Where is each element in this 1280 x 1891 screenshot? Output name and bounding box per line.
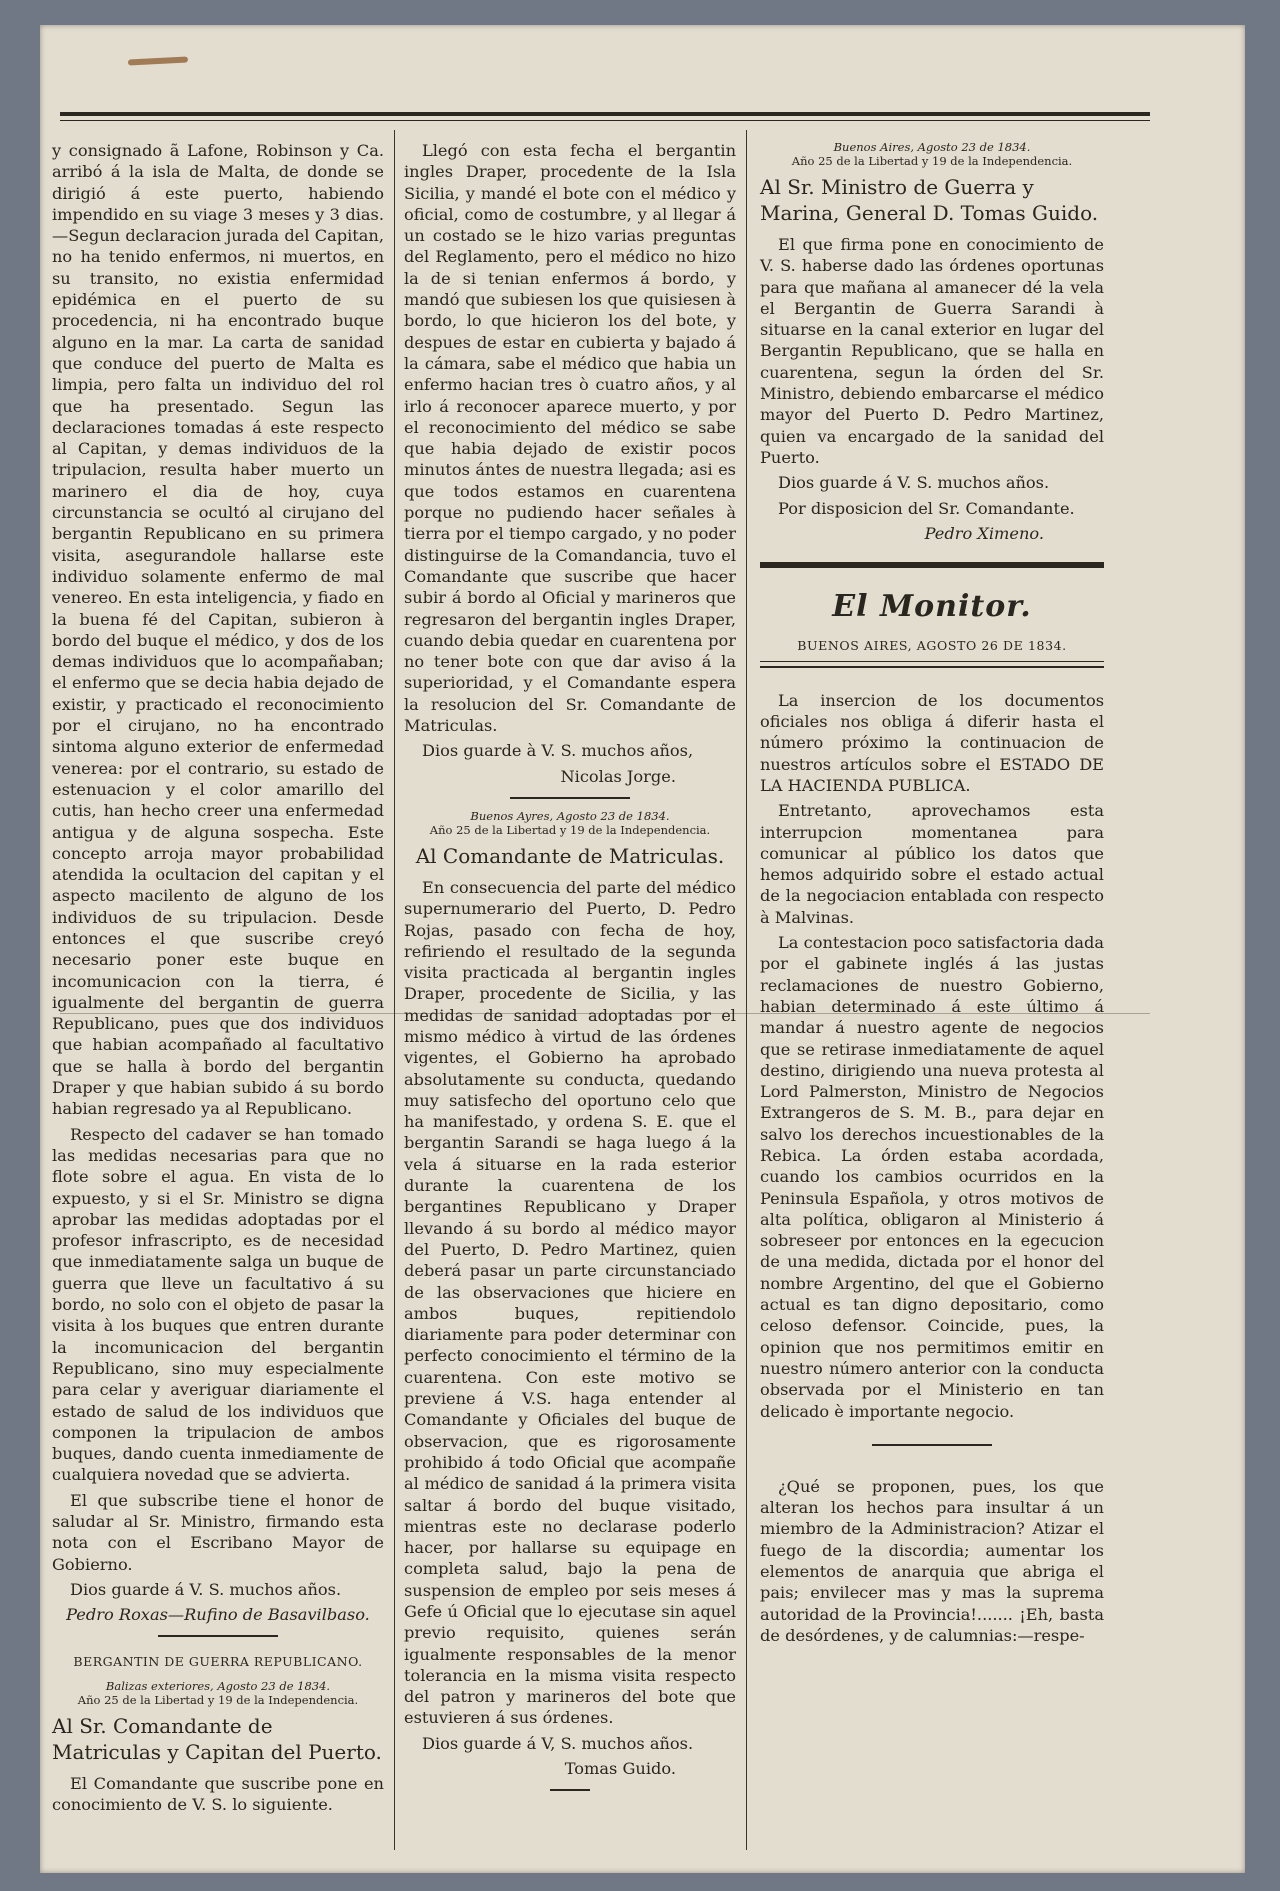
col1-para-1: y consignado ã Lafone, Robinson y Ca. arribó á la isla de Malta, de donde se dirigió á este puerto, habiendo impendido en su viage 3 meses y 3 dias.—Segun declaracion jurada del Capitan, no ha tenido enfermos, ni muertos, en su transito, no existia enfermidad epidémica en el puerto de su procedencia, ni ha encontrado buque alguno en la mar. La carta de sanidad que conduce del puerto de Malta es limpia, pero falta un individuo del rol que ha presentado. Segun las declaraciones tomadas á este respecto al Capitan, y demas individuos de la tripulacion, resulta haber muerto un marinero el dia de hoy, cuya circunstancia se ocultó al cirujano del bergantin Republicano en su primera visita, asegurandole hallarse este individuo solamente enfermo de mal venereo. En esta inteligencia, y fiado en la buena fé del Capitan, subieron à bordo del buque el médico, y dos de los demas individuos que lo acompañaban; el enfermo que se decia habia dejado de existir, y practicado el reconocimiento por el cirujano, no ha encontrado sintoma alguno exterior de enfermedad venerea: por el contrario, su estado de estenuacion y el color amarillo del cutis, han hecho creer una enfermedad antigua y de alguna sospecha. Este concepto arroja mayor probabilidad atendida la ocultacion del capitan y el aspecto macilento de alguno de los individuos de su tripulacion. Desde entonces el que suscribe creyó necesario poner este buque en incomunicacion con la tierra, é igualmente del bergantin de guerra Republicano, pues que dos individuos que habian acompañado al facultativo que se halla à bordo del bergantin Draper y que habian subido á su bordo habian regresado ya al Republicano. (52, 141, 384, 1119)
column-divider-1 (394, 130, 395, 1850)
column-1 (52, 140, 384, 1819)
col3-para-1: El que firma pone en conocimiento de V. S. haberse dado las órdenes oportunas para que mañana al amanecer dé la vela el Bergantin de Guerra Sarandi à situarse en la canal exterior en lugar del Bergantin Republicano, que se halla en cuarentena, segun la órden del Sr. Ministro, debiendo embarcarse el médico mayor del Puerto D. Pedro Martinez, quien va encargado de la sanidad del Puerto. (760, 235, 1104, 467)
col2-para-2: En consecuencia del parte del médico supernumerario del Puerto, D. Pedro Rojas, pasado con fecha de hoy, refiriendo el resultado de la segunda visita practicada al bergantin ingles Draper, procedente de Sicilia, y las medidas de sanidad adoptadas por el mismo médico à virtud de las órdenes vigentes, el Gobierno ha aprobado absolutamente su conducta, quedando muy satisfecho del oportuno celo que ha manifestado, y ordena S. E. que el bergantin Sarandi se haga luego á la vela á situarse en la rada esterior durante la cuarentena de los bergantines Republicano y Draper llevando á su bordo al médico mayor del Puerto, D. Pedro Martinez, quien deberá pasar un parte circunstanciado de las observaciones que hiciere en ambos buques, repitiendolo diariamente para poder determinar con perfecto conocimiento el término de la cuarentena. Con este motivo se previene á V.S. haga entender al Comandante y Oficiales del buque de observacion, que es rigorosamente prohibido á todo Oficial que acompañe al médico de sanidad á la primera visita saltar á bordo del buque visitado, mientras este no declarase poderlo hacer, por hallarse su equipage en completa salud, bajo la pena de suspension de empleo por seis meses á Gefe ú Oficial que lo ejecutase sin aquel previo requisito, quienes serán igualmente responsables de la menor tolerancia en la misma visita respecto del patron y marineros del bote que estuvieren á sus órdenes. (404, 877, 736, 1728)
col2-heading: Al Comandante de Matriculas. (415, 843, 725, 868)
col1-last-para: El Comandante que suscribe pone en conocimiento de V. S. lo siguiente. (52, 1773, 384, 1815)
col2-dateline-1: Buenos Ayres, Agosto 23 de 1834. (470, 808, 670, 823)
masthead-dateline: BUENOS AIRES, AGOSTO 26 DE 1834. (797, 638, 1067, 654)
col1-dateline-2: Año 25 de la Libertad y 19 de la Independencia. (77, 1692, 359, 1707)
col3-separator (872, 1444, 992, 1446)
col3-dateline-1: Buenos Aires, Agosto 23 de 1834. (833, 140, 1031, 154)
col3-para-4: La contestacion poco satisfactoria dada por el gabinete inglés á las justas reclamaciones de nuestro Gobierno, habian determinado á este último á mandar á nuestro agente de negocios que se retirase inmediatamente de aquel destino, dirigiendo una nueva protesta al Lord Palmerston, Ministro de Negocios Extrangeros de S. M. B., para dejar en salvo los derechos incuestionables de la Rebica. La órden estaba acordada, cuando los cambios ocurridos en la Peninsula Española, y otros motivos de alta política, obligaron al Ministerio á sobreseer por entonces en la egecucion de una medida, dictada por el honor del nombre Argentino, del que el Gobierno actual es tan digno depositario, como celoso defensor. Coincide, pues, la opinion que nos permitimos emitir en nuestro número anterior con la conducta observada por el Ministerio en tan delicado è importante negocio. (760, 933, 1104, 1421)
col1-heading: Al Sr. Comandante de Matriculas y Capitan del Puerto. (52, 1713, 382, 1764)
col1-dateline-1: Balizas exteriores, Agosto 23 de 1834. (105, 1678, 331, 1693)
col3-para-3: Entretanto, aprovechamos esta interrupcion momentanea para comunicar al público los datos que hemos adquirido sobre el estado actual de la negociacion entablada con respecto à Malvinas. (760, 801, 1104, 927)
column-3 (760, 140, 1104, 1650)
col1-separator (158, 1635, 278, 1637)
col3-signature: Pedro Ximeno. (924, 523, 1044, 543)
masthead-title: El Monitor. (832, 589, 1032, 625)
col3-para-2: La insercion de los documentos oficiales nos obliga á diferir hasta el número próximo la continuacion de nuestros artículos sobre el ESTADO DE LA HACIENDA PUBLICA. (760, 690, 1104, 795)
masthead-rule (760, 661, 1104, 662)
col1-para-3: El que subscribe tiene el honor de saludar al Sr. Ministro, firmando esta nota con el Escribano Mayor de Gobierno. (52, 1490, 384, 1574)
col1-para-2: Respecto del cadaver se han tomado las medidas necesarias para que no flote sobre el agua. En vista de lo expuesto, y si el Sr. Ministro se digna aprobar las medidas adoptadas por el profesor infrascripto, es de necesidad que inmediatamente salga un buque de guerra que lleve un facultativo á su bordo, no solo con el objeto de pasar la visita à los buques que entren durante la incomunicacion del bergantin Republicano, sino muy especialmente para celar y averiguar diariamente el estado de salud de los individuos que componen la tripulacion de ambos buques, dando cuenta inmediamente de cualquiera novedad que se advierta. (52, 1124, 384, 1485)
column-divider-2 (746, 130, 747, 1850)
top-rule-thin (60, 120, 1150, 121)
col3-dateline-2: Año 25 de la Libertad y 19 de la Independencia. (791, 154, 1073, 168)
col3-last-para: ¿Qué se proponen, pues, los que alteran los hechos para insultar á un miembro de la Administracion? Atizar el fuego de la discordia; aumentar los elementos de anarquia que abriga el pais; envilecer mas y mas la suprema autoridad de la Provincia!....... ¡Eh, basta de desórdenes, y de calumnias:—respe- (760, 1476, 1104, 1645)
col3-heading: Al Sr. Ministro de Guerra y Marina, General D. Tomas Guido. (760, 175, 1099, 225)
col2-closing-2: Dios guarde á V, S. muchos años. (422, 1733, 694, 1753)
col3-disposicion: Por disposicion del Sr. Comandante. (778, 498, 1075, 518)
col2-para-1: Llegó con esta fecha el bergantin ingles Draper, procedente de la Isla Sicilia, y mandé el bote con el médico y oficial, como de costumbre, y al llegar á un costado se le hizo varias preguntas del Reglamento, pero el médico no hizo la de si tenian enfermos á bordo, y mandó que subiesen los que quisiesen à bordo, lo que hicieron los del bote, y despues de estar en cubierta y bajado á la cámara, sabe el médico que habia un enfermo hacian tres ò cuatro años, y al irlo á reconocer aparece muerto, y por el reconocimiento del médico se sabe que habia dejado de existir pocos minutos ántes de nuestra llegada; asi es que todos estamos en cuarentena porque no pudiendo hacer señales à tierra por el tiempo cargado, y no poder distinguirse de la Comandancia, tuvo el Comandante que suscribe que hacer subir á bordo al Oficial y marineros que regresaron del bergantin ingles Draper, cuando debia quedar en cuarentena por no tener bote con que dar aviso á la superioridad, y el Comandante espera la resolucion del Sr. Comandante de Matriculas. (404, 141, 736, 736)
col2-signature-1: Nicolas Jorge. (560, 766, 676, 786)
col1-para-4: Dios guarde á V. S. muchos años. (70, 1579, 342, 1599)
col1-signature: Pedro Roxas—Rufino de Basavilbaso. (66, 1605, 370, 1625)
col2-signature-2: Tomas Guido. (564, 1759, 676, 1779)
col2-closing-1: Dios guarde à V. S. muchos años, (422, 741, 694, 761)
col3-closing: Dios guarde á V. S. muchos años. (778, 473, 1050, 493)
col1-section-title: BERGANTIN DE GUERRA REPUBLICANO. (73, 1654, 363, 1670)
column-2 (404, 140, 736, 1801)
top-rule (60, 112, 1150, 116)
masthead-rule-2 (760, 666, 1104, 668)
col2-end-rule (550, 1789, 590, 1791)
col2-dateline-2: Año 25 de la Libertad y 19 de la Independencia. (429, 822, 711, 837)
col2-separator (510, 797, 630, 799)
col3-thick-rule (760, 562, 1104, 568)
